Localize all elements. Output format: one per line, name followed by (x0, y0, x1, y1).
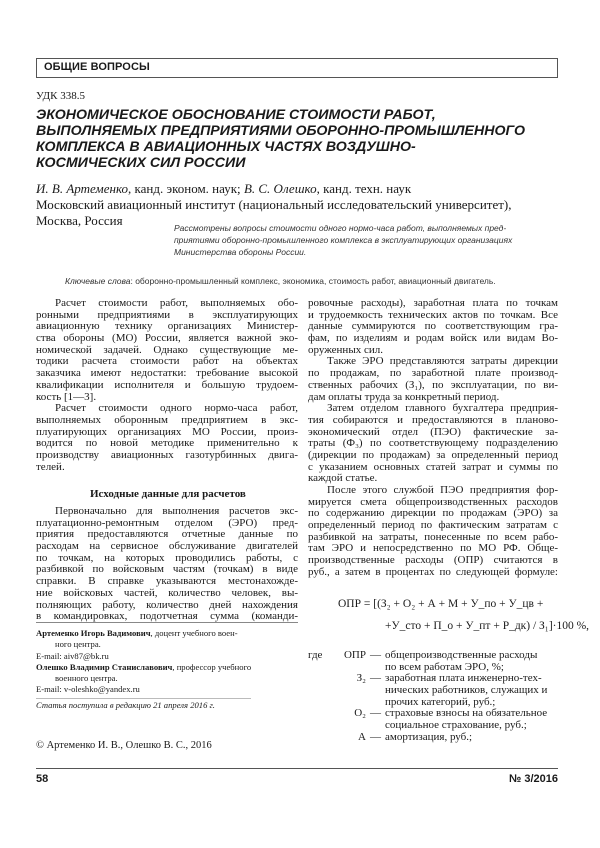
abstract-line: Министерства обороны России. (174, 247, 307, 257)
author-2-email: E-mail: v-oleshko@yandex.ru (36, 684, 140, 695)
body-line: дам оплаты труда за конкретный период. (308, 390, 500, 403)
body-line: ровочные расходы), заработная плата по точкам (308, 297, 558, 309)
author-2-degree: , канд. техн. наук (316, 181, 412, 196)
body-line: по точкам, на которых проводились работы, с (36, 551, 298, 564)
def-text: общепроизводственные расходы (385, 649, 538, 661)
body-line: по продажам, по заработной плате производ- (308, 367, 558, 380)
def-symbol: А (358, 730, 366, 743)
body-line: мируется смета общепроизводственных расходов (308, 495, 558, 508)
body-line: выполняемых оборонным предприятием в экс- (36, 413, 298, 426)
body-line: руб., а затем в процентах по следующей формуле: (308, 565, 558, 578)
footer-rule (36, 768, 558, 769)
body-line: Расчет стоимости работ, выполняемых обо- (55, 297, 298, 309)
body-line: Затем отделом главного бухгалтера предприя- (327, 402, 558, 415)
body-line: экономический отдел (ПЭО) фактические за- (308, 425, 558, 438)
body-line: определенный период по фактическим затратам с (308, 519, 558, 532)
formula-line-1: ОПР = [(З₂ + О₂ + А + М + У_по + У_цв + (338, 598, 544, 610)
body-line: ственных рабочих (З₁), по эксплуатации, по ви- (308, 378, 558, 391)
body-line: Расчет стоимости одного нормо-часа работ, (55, 402, 298, 415)
body-line: производству авиационных газотурбинных двига- (36, 448, 298, 461)
body-line: по содержанию дирекции по продажам (ЭРО) за (308, 507, 558, 520)
title-line: ВЫПОЛНЯЕМЫХ ПРЕДПРИЯТИЯМИ ОБОРОННО-ПРОМЫШЛЕННОГО (36, 123, 526, 139)
body-line: и трудоемкость технических актов по точкам. Все (308, 308, 558, 321)
issue-number: № 3/2016 (509, 773, 558, 785)
author-line (36, 181, 411, 197)
right-column (308, 298, 558, 579)
section-label: ОБЩИЕ ВОПРОСЫ (44, 61, 150, 73)
body-line: (дирекции по продажам) за определенный период (308, 448, 558, 461)
author-2-name: В. С. Олешко (243, 181, 317, 196)
body-line: справки. В справке указываются местонахожде- (36, 575, 298, 588)
affiliation-line: Московский авиационный институт (национальный исследовательский университет), (36, 197, 512, 212)
body-line: данные суммируются по соответствующим гра- (308, 320, 558, 333)
def-text: заработная плата инженерно-тех- (385, 672, 542, 685)
keywords-label: Ключевые слова (65, 276, 131, 286)
body-line: ства обороны (МО) России, является важной эко- (36, 332, 298, 345)
body-line: с указанием основных статей затрат и суммы по (308, 460, 558, 473)
body-line: кость [1—3]. (36, 390, 97, 403)
page-number: 58 (36, 773, 49, 785)
left-column-data (36, 506, 298, 623)
body-line: плуатирующих организациях МО России, произ- (36, 425, 298, 438)
author-info (36, 628, 251, 711)
author-1-role: , доцент учебного воен- (150, 628, 238, 638)
section-heading: Исходные данные для расчетов (90, 488, 246, 500)
title-line: КОСМИЧЕСКИХ СИЛ РОССИИ (36, 155, 246, 171)
body-line: заказчика имеют недостатки: требование высокой (36, 367, 298, 380)
author-info-rule (36, 622, 298, 623)
body-line: телей. (36, 460, 65, 473)
def-text: нических работников, служащих и (385, 684, 548, 697)
body-line: тодики расчета стоимости работ на объектах (36, 355, 298, 368)
title-line: КОМПЛЕКСА В АВИАЦИОННЫХ ЧАСТЯХ ВОЗДУШНО- (36, 139, 416, 155)
author-1-name: И. В. Артеменко (36, 181, 129, 196)
body-line: номической задачей. Однако существующие ме- (36, 343, 298, 356)
author-1-role-cont: ного центра. (55, 639, 101, 650)
def-text: прочих категорий, руб.; (385, 695, 496, 708)
author-2-role: , профессор учебного (172, 661, 252, 672)
body-line: приятия предоставляются отчетные данные по (36, 528, 298, 541)
body-line: полняющих работу, количество дней нахождения (36, 598, 298, 611)
body-line: в командировках, подотчетная сумма (команди- (36, 610, 298, 623)
body-line: расходам на сервисное обслуживание двигателей (36, 540, 298, 553)
keywords (65, 276, 496, 286)
left-column-intro (36, 298, 298, 473)
abstract-line: приятиями оборонно-промышленного комплекса в эксплуатирующих организациях (174, 235, 513, 245)
def-symbol: О₂ (354, 707, 366, 720)
body-line: авиационную технику организациях Министер- (36, 320, 298, 333)
body-line: Также ЭРО представляются затраты дирекции (327, 355, 558, 368)
abstract (174, 222, 564, 258)
body-line: траты (Ф₃) по соответствующему подразделению (308, 437, 558, 450)
def-text: страховые взносы на обязательное (385, 707, 548, 720)
copyright: © Артеменко И. В., Олешко В. С., 2016 (36, 740, 212, 751)
body-line: квалификации исполнителя и большую трудоем- (36, 378, 298, 391)
body-line: там ЭРО и непосредственно по МО РФ. Обще- (308, 542, 558, 555)
formula-line-2: +У_сто + П_о + У_пт + Р_дк) / З₁]·100 %, (385, 620, 590, 632)
body-line: После этого службой ПЭО предприятия фор- (327, 484, 558, 496)
def-prefix: где (308, 649, 323, 661)
body-line: оруженных сил. (308, 343, 383, 356)
body-line: фам, по изделиям и родам войск или видам Во- (308, 332, 558, 345)
def-text: по всем работам ЭРО, %; (385, 660, 504, 673)
def-text: амортизация, руб.; (385, 730, 473, 743)
keywords-text: : оборонно-промышленный комплекс, экономика, стоимость работ, авиационный двигатель. (130, 276, 496, 286)
abstract-line: Рассмотрены вопросы стоимости одного нормо-часа работ, выполняемых пред- (174, 223, 507, 233)
body-line: Первоначально для выполнения расчетов экс- (55, 505, 298, 517)
author-2-fullname: Олешко Владимир Станиславович (36, 661, 173, 672)
def-symbol: З₂ (356, 672, 366, 685)
body-line: плуатационно-ремонтным отделом (ЭРО) пред- (36, 516, 298, 529)
author-1-degree: , канд. эконом. наук; (128, 181, 244, 196)
author-2-role-cont: военного центра. (55, 673, 118, 684)
author-1-email: E-mail: aiv87@bk.ru (36, 650, 109, 661)
received-date: Статья поступила в редакцию 21 апреля 2016 г. (36, 699, 215, 710)
body-line: ние войсковых частей, количество человек, вы- (36, 586, 298, 599)
body-line: разбивкой на затраты, понесенные по всем рабо- (308, 530, 558, 543)
def-symbol: ОПР (343, 649, 366, 661)
udk-code: УДК 338.5 (36, 90, 86, 102)
body-line: ронными предприятиями в эксплуатирующих (36, 308, 298, 321)
article-title (36, 107, 561, 171)
body-line: производственные расходы (ОПР) считаются в (308, 554, 558, 567)
body-line: каждой статье. (308, 472, 378, 485)
body-line: разбивкой по войсковым частям (точкам) в виде (36, 563, 298, 576)
affiliation-line: Москва, Россия (36, 212, 123, 228)
author-1-fullname: Артеменко Игорь Вадимович (36, 628, 151, 638)
title-line: ЭКОНОМИЧЕСКОЕ ОБОСНОВАНИЕ СТОИМОСТИ РАБОТ, (36, 107, 436, 123)
def-text: социальное страхование, руб.; (385, 719, 527, 732)
body-line: тия собираются и предоставляются в планово- (308, 413, 558, 426)
body-line: водится по новой методике применительно к (36, 437, 298, 450)
